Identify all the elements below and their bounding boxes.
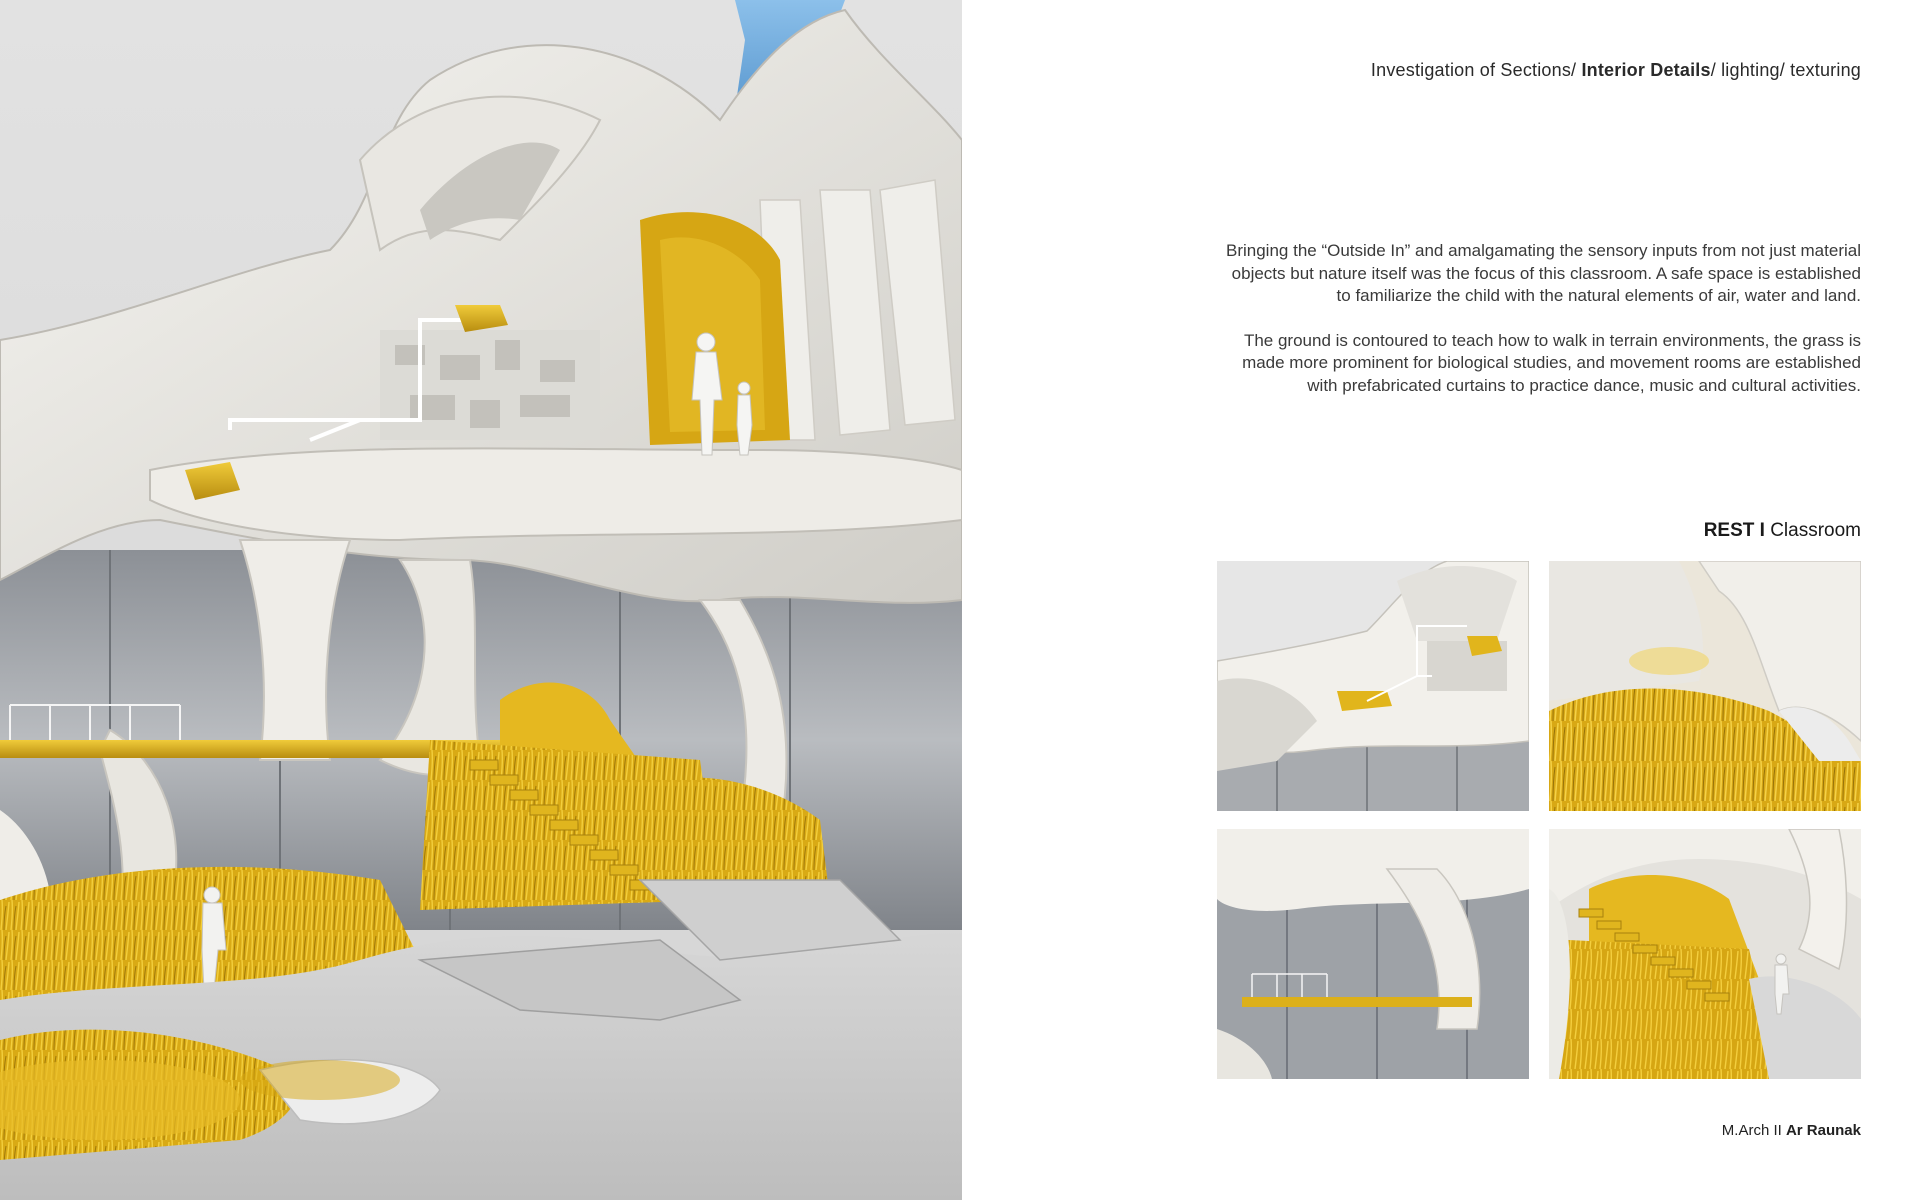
author-credit-name: Ar Raunak — [1785, 1122, 1861, 1139]
header-line — [1371, 60, 1861, 81]
thumbnail-grid — [1217, 561, 1861, 1079]
thumbnail-walkway — [1217, 829, 1529, 1079]
thumbnail-upper-level — [1217, 561, 1529, 811]
thumbnail-stair-grass — [1549, 829, 1861, 1079]
author-credit — [1722, 1122, 1861, 1139]
thumbnail-grass-close-up — [1549, 561, 1861, 811]
section-title-regular: Classroom — [1764, 520, 1861, 541]
header-part-1: Investigation of Sections/ — [1370, 60, 1582, 80]
header-part-2: Interior Details — [1581, 60, 1711, 80]
description-paragraph-1: Bringing the “Outside In” and amalgamating the sensory inputs from not just material objects but nature itself was the focus of this classroom. A safe space is established to familiarize the child with the natural elements of air, water and land. — [1226, 241, 1861, 305]
section-title — [1704, 520, 1861, 542]
header-part-3: / lighting/ texturing — [1710, 60, 1861, 80]
description-paragraph-2: The ground is contoured to teach how to walk in terrain environments, the grass is made more prominent for biological studies, and movement rooms are established with prefabricated curtains to practice dance, music and cultural activities. — [1242, 330, 1861, 395]
author-credit-degree: M.Arch II — [1721, 1122, 1786, 1139]
description-block — [1221, 240, 1861, 419]
section-title-bold: REST I — [1703, 520, 1765, 541]
